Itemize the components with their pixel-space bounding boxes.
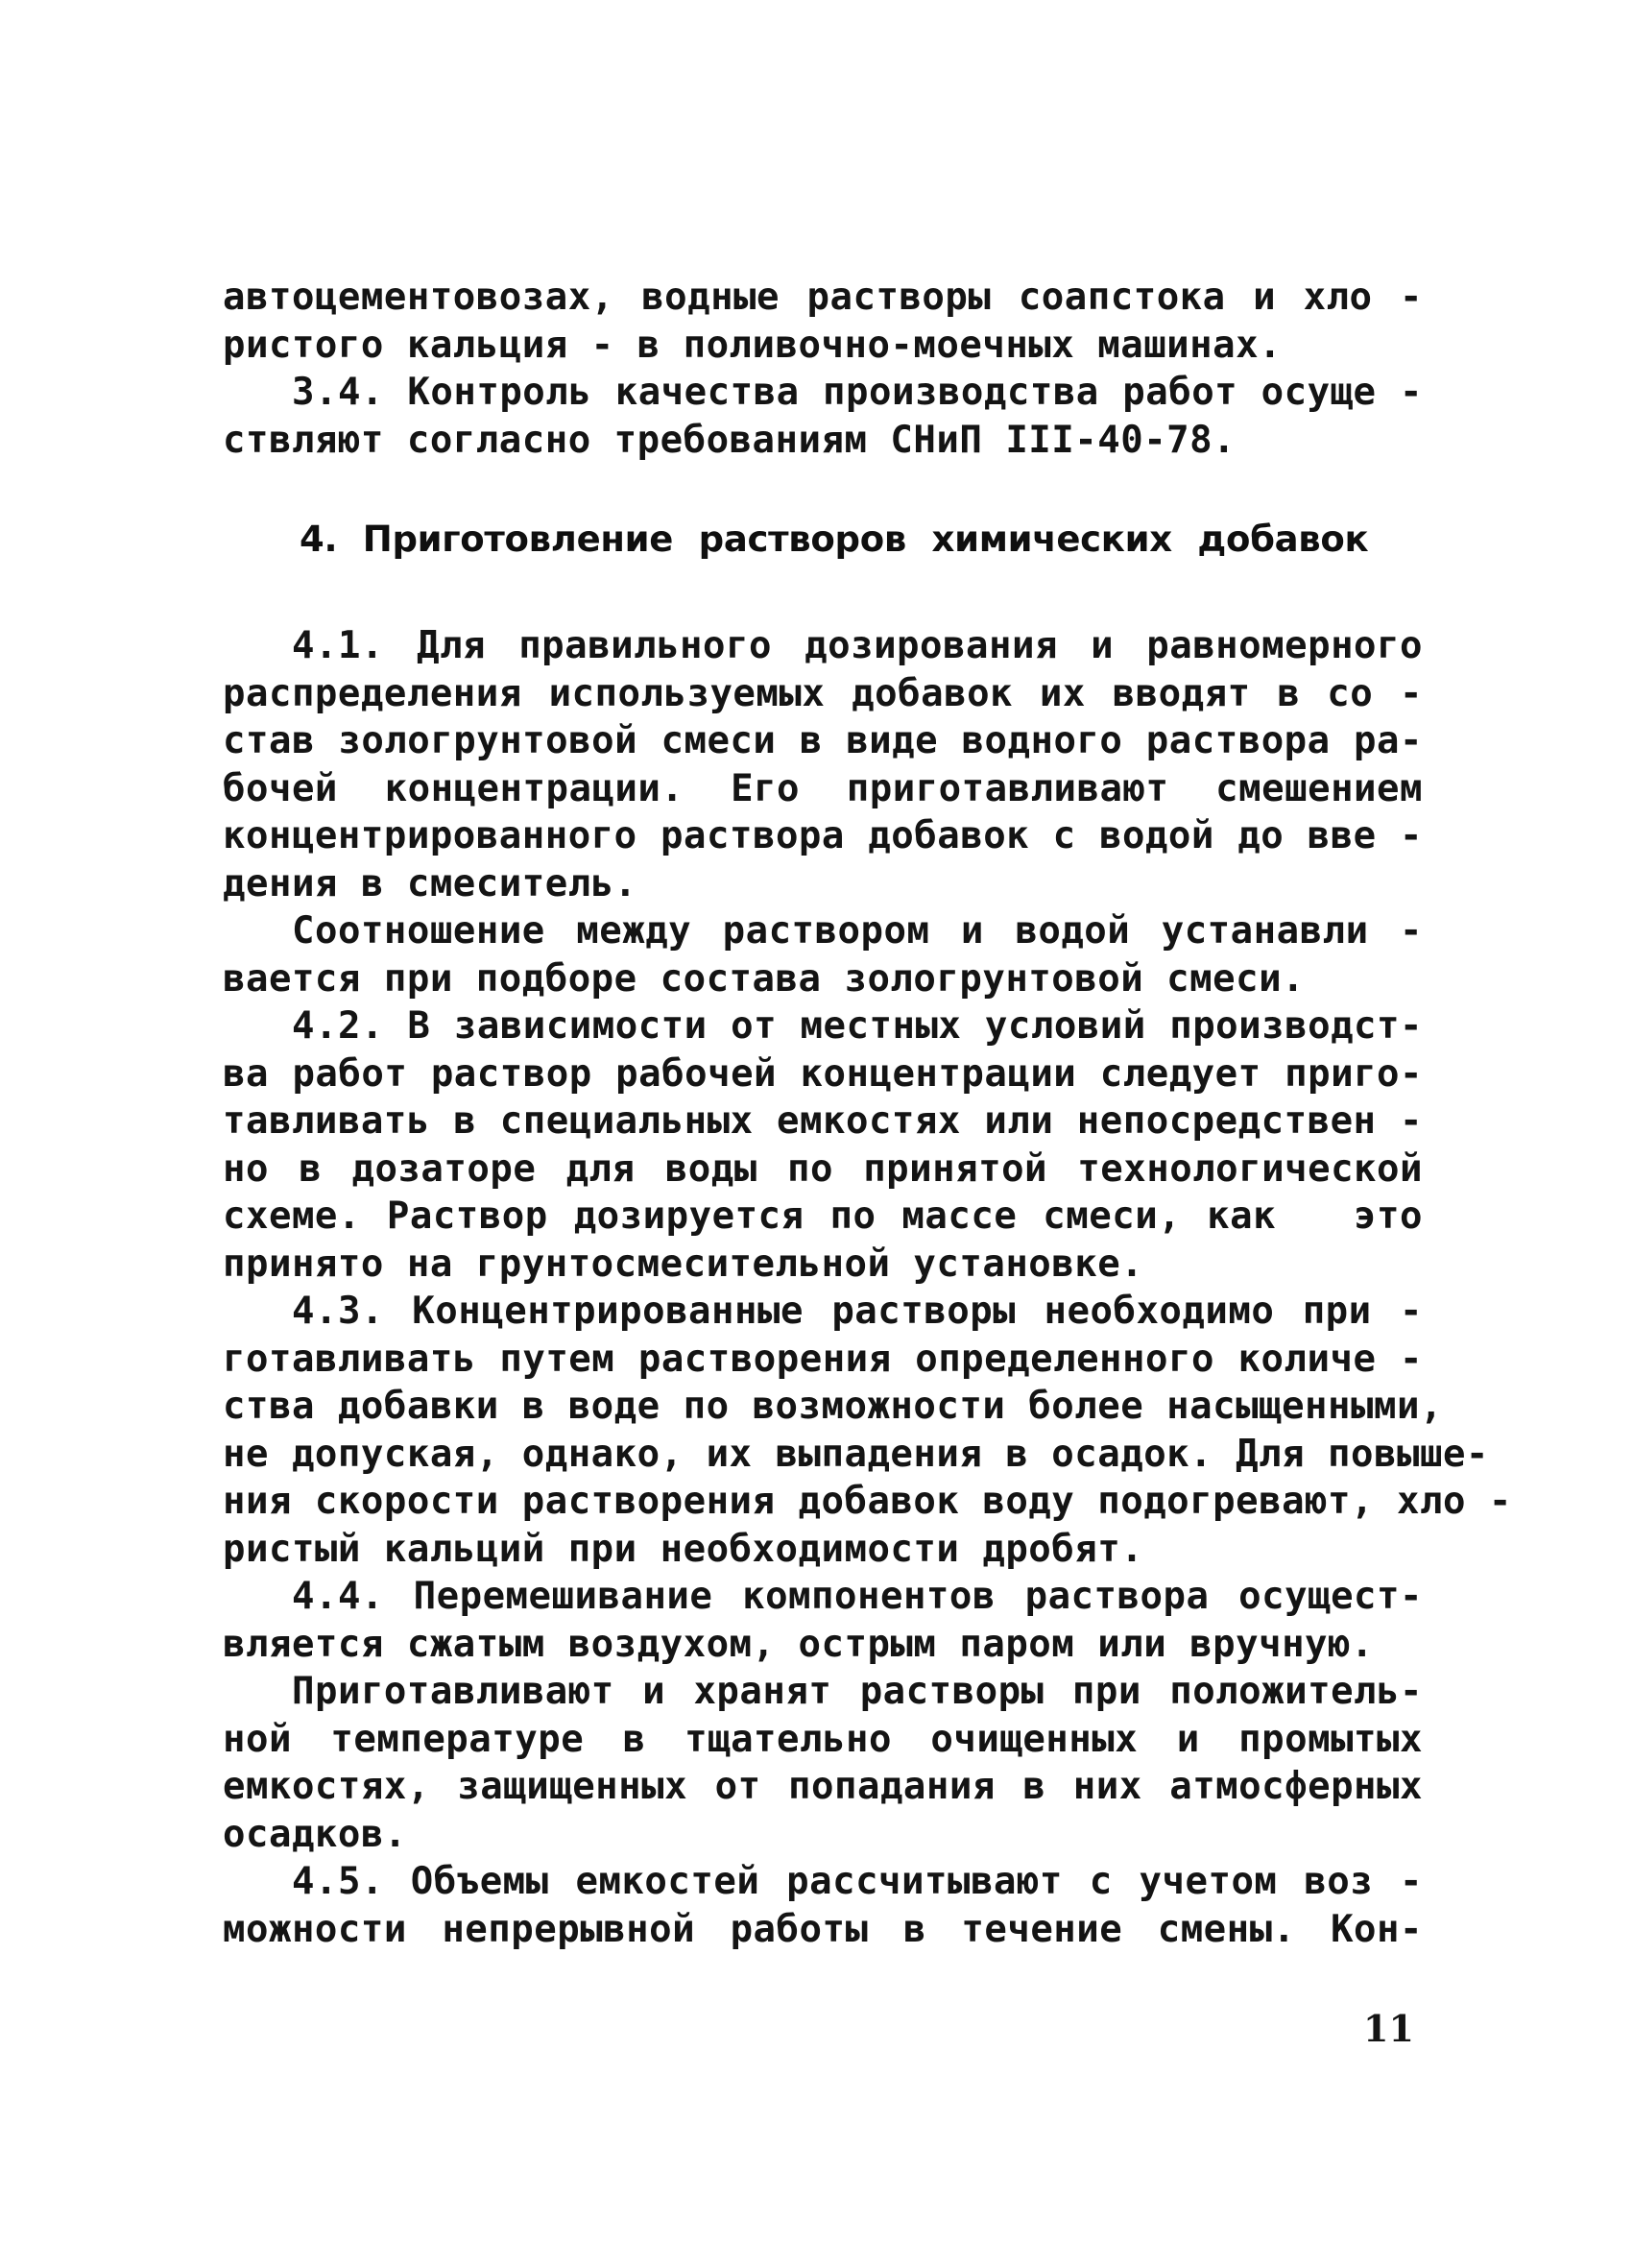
text-line: емкостях, защищенных от попадания в них атмосферных — [223, 1765, 1423, 1808]
text-line: осадков. — [223, 1812, 407, 1856]
text-line: 4.5. Объемы емкостей рассчитывают с учетом воз - — [292, 1860, 1423, 1903]
text-line: Приготавливают и хранят растворы при положитель- — [292, 1670, 1423, 1713]
text-line: бочей концентрации. Его приготавливают смешением — [223, 766, 1423, 810]
text-line: ва работ раствор рабочей концентрации следует приго- — [223, 1051, 1423, 1096]
text-line: схеме. Раствор дозируется по массе смеси, как это — [223, 1194, 1423, 1238]
text-line: 4.3. Концентрированные растворы необходимо при - — [292, 1290, 1423, 1333]
text-line: вляется сжатым воздухом, острым паром или вручную. — [223, 1622, 1374, 1666]
text-line: вается при подборе состава зологрунтовой смеси. — [223, 956, 1306, 1001]
text-line: ристый кальций при необходимости дробят. — [223, 1527, 1144, 1571]
text-line: став зологрунтовой смеси в виде водного раствора ра- — [223, 719, 1423, 762]
text-line: готавливать путем растворения определенного количе - — [223, 1337, 1423, 1381]
section-heading: 4. Приготовление растворов химических добавок — [300, 519, 1369, 560]
text-line: ствляют согласно требованиям СНиП III-40-78. — [223, 418, 1237, 462]
text-line: ристого кальция - в поливочно-моечных машинах. — [223, 323, 1283, 367]
text-line: ния скорости растворения добавок воду подогревают, хло - — [223, 1480, 1512, 1523]
text-line: 4.4. Перемешивание компонентов раствора осущест- — [292, 1575, 1423, 1618]
text-line: 4.2. В зависимости от местных условий производст- — [292, 1004, 1423, 1048]
text-line: 3.4. Контроль качества производства работ осуще - — [292, 371, 1423, 414]
text-line: ства добавки в воде по возможности более насыщенными, — [223, 1385, 1443, 1428]
text-line: распределения используемых добавок их вводят в со - — [223, 671, 1423, 715]
text-line: концентрированного раствора добавок с водой до вве - — [223, 814, 1423, 857]
body-text — [223, 622, 1512, 1953]
text-line: Соотношение между раствором и водой устанавли - — [292, 909, 1423, 953]
text-line: ной температуре в тщательно очищенных и промытых — [223, 1717, 1423, 1761]
text-line: дения в смеситель. — [223, 861, 637, 905]
text-line: 4.1. Для правильного дозирования и равномерного — [292, 624, 1423, 667]
page-number: 11 — [1363, 2007, 1414, 2050]
text-line: но в дозаторе для воды по принятой технологической — [223, 1146, 1423, 1191]
text-line: можности непрерывной работы в течение смены. Кон- — [223, 1907, 1423, 1951]
text-line: принято на грунтосмесительной установке. — [223, 1242, 1144, 1286]
text-line: не допуская, однако, их выпадения в осадок. Для повыше- — [223, 1432, 1489, 1476]
top-section — [223, 274, 1423, 464]
text-line: автоцементовозах, водные растворы соапстока и хло - — [223, 276, 1423, 319]
text-line: тавливать в специальных емкостях или непосредствен - — [223, 1099, 1423, 1143]
